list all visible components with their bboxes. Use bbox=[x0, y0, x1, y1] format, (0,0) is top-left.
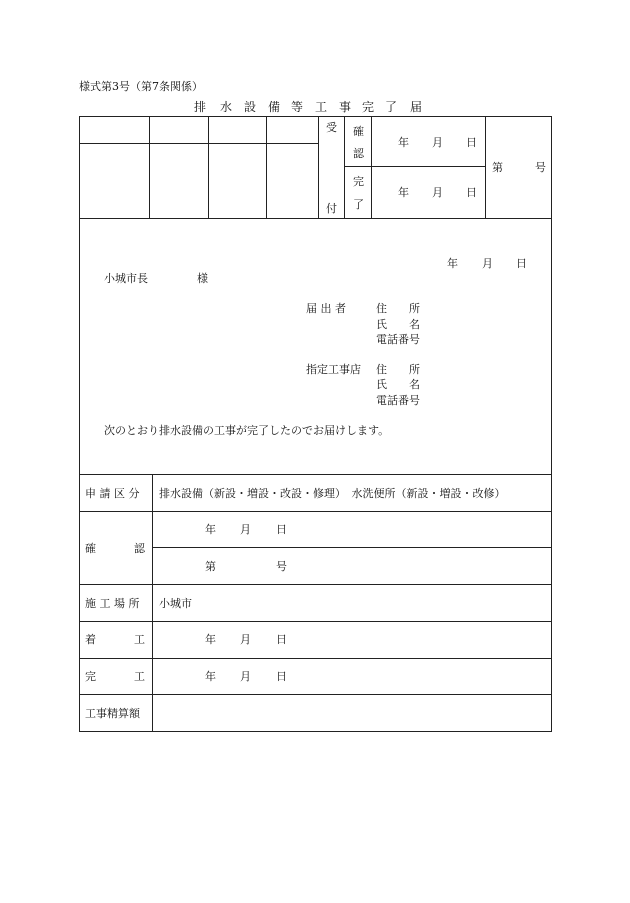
honorific: 様 bbox=[197, 272, 208, 285]
header-grid-line bbox=[344, 116, 345, 219]
header-grid-line bbox=[485, 116, 486, 219]
header-grid-line bbox=[318, 116, 319, 219]
header-grid-line bbox=[266, 116, 267, 219]
details-grid-line bbox=[79, 694, 552, 695]
contractor-name-label: 氏 名 bbox=[376, 378, 420, 391]
header-grid-line bbox=[208, 116, 209, 219]
finish-date-day: 日 bbox=[276, 670, 287, 683]
kakunin-date-year: 年 bbox=[398, 136, 409, 149]
start-date-year: 年 bbox=[205, 633, 216, 646]
site-label: 施 工 場 所 bbox=[85, 597, 140, 610]
details-grid-line bbox=[152, 547, 552, 548]
contractor-label: 指定工事店 bbox=[306, 363, 361, 376]
confirm-number-prefix: 第 bbox=[205, 560, 216, 573]
title-char: 工 bbox=[315, 100, 328, 114]
kanryo-label-top: 完 bbox=[353, 175, 364, 188]
cost-value-field[interactable] bbox=[159, 701, 544, 725]
title-char: 了 bbox=[385, 100, 398, 114]
confirm-number-suffix: 号 bbox=[276, 560, 287, 573]
addressee: 小城市長 bbox=[104, 272, 148, 285]
finish-date-month: 月 bbox=[240, 670, 251, 683]
notice-date-month: 月 bbox=[482, 257, 493, 270]
title-char: 備 bbox=[268, 100, 281, 114]
confirm-date-year: 年 bbox=[205, 523, 216, 536]
category-value: 排水設備（新設・増設・改設・修理） 水洗便所（新設・増設・改修） bbox=[159, 487, 506, 500]
kakunin-date-month: 月 bbox=[432, 136, 443, 149]
start-label-left: 着 bbox=[85, 633, 96, 646]
applicant-label: 届 出 者 bbox=[306, 302, 346, 315]
finish-date-year: 年 bbox=[205, 670, 216, 683]
confirm-date-day: 日 bbox=[276, 523, 287, 536]
title-char: 等 bbox=[291, 100, 304, 114]
kakunin-label-top: 確 bbox=[353, 125, 364, 138]
category-label: 申 請 区 分 bbox=[85, 487, 140, 500]
header-grid-line bbox=[344, 166, 485, 167]
start-date-day: 日 bbox=[276, 633, 287, 646]
details-grid-line bbox=[79, 658, 552, 659]
title-char: 設 bbox=[244, 100, 257, 114]
finish-label-right: 工 bbox=[134, 670, 145, 683]
title-char: 排 bbox=[194, 100, 207, 114]
kanryo-label-bottom: 了 bbox=[353, 198, 364, 211]
confirm-label-left: 確 bbox=[85, 542, 96, 555]
completion-statement: 次のとおり排水設備の工事が完了したのでお届けします。 bbox=[104, 424, 390, 437]
kanryo-date-year: 年 bbox=[398, 186, 409, 199]
header-grid-line bbox=[371, 116, 372, 219]
notice-date-year: 年 bbox=[447, 257, 458, 270]
contractor-address-label: 住 所 bbox=[376, 363, 420, 376]
title-char: 水 bbox=[220, 100, 233, 114]
start-date-month: 月 bbox=[240, 633, 251, 646]
notice-date-day: 日 bbox=[516, 257, 527, 270]
applicant-name-label: 氏 名 bbox=[376, 318, 420, 331]
contractor-phone-label: 電話番号 bbox=[376, 394, 420, 407]
header-grid-line bbox=[79, 143, 318, 144]
details-grid-line bbox=[79, 621, 552, 622]
site-value: 小城市 bbox=[159, 597, 192, 610]
header-grid-line bbox=[149, 116, 150, 219]
cost-label: 工事精算額 bbox=[85, 707, 140, 720]
kakunin-date-day: 日 bbox=[466, 136, 477, 149]
kakunin-label-bottom: 認 bbox=[353, 147, 364, 160]
header-number-suffix: 号 bbox=[535, 161, 546, 174]
title-char: 事 bbox=[339, 100, 352, 114]
details-grid-line bbox=[79, 511, 552, 512]
details-grid-line bbox=[79, 584, 552, 585]
uketsuke-label-top: 受 bbox=[326, 121, 337, 134]
applicant-phone-label: 電話番号 bbox=[376, 333, 420, 346]
start-label-right: 工 bbox=[134, 633, 145, 646]
finish-label-left: 完 bbox=[85, 670, 96, 683]
confirm-label-right: 認 bbox=[134, 542, 145, 555]
kanryo-date-month: 月 bbox=[432, 186, 443, 199]
title-char: 届 bbox=[410, 100, 423, 114]
applicant-address-label: 住 所 bbox=[376, 302, 420, 315]
confirm-date-month: 月 bbox=[240, 523, 251, 536]
title-char: 完 bbox=[362, 100, 375, 114]
uketsuke-label-bottom: 付 bbox=[326, 202, 337, 215]
header-number-prefix: 第 bbox=[492, 161, 503, 174]
form-number: 様式第3号（第7条関係） bbox=[79, 80, 203, 93]
kanryo-date-day: 日 bbox=[466, 186, 477, 199]
